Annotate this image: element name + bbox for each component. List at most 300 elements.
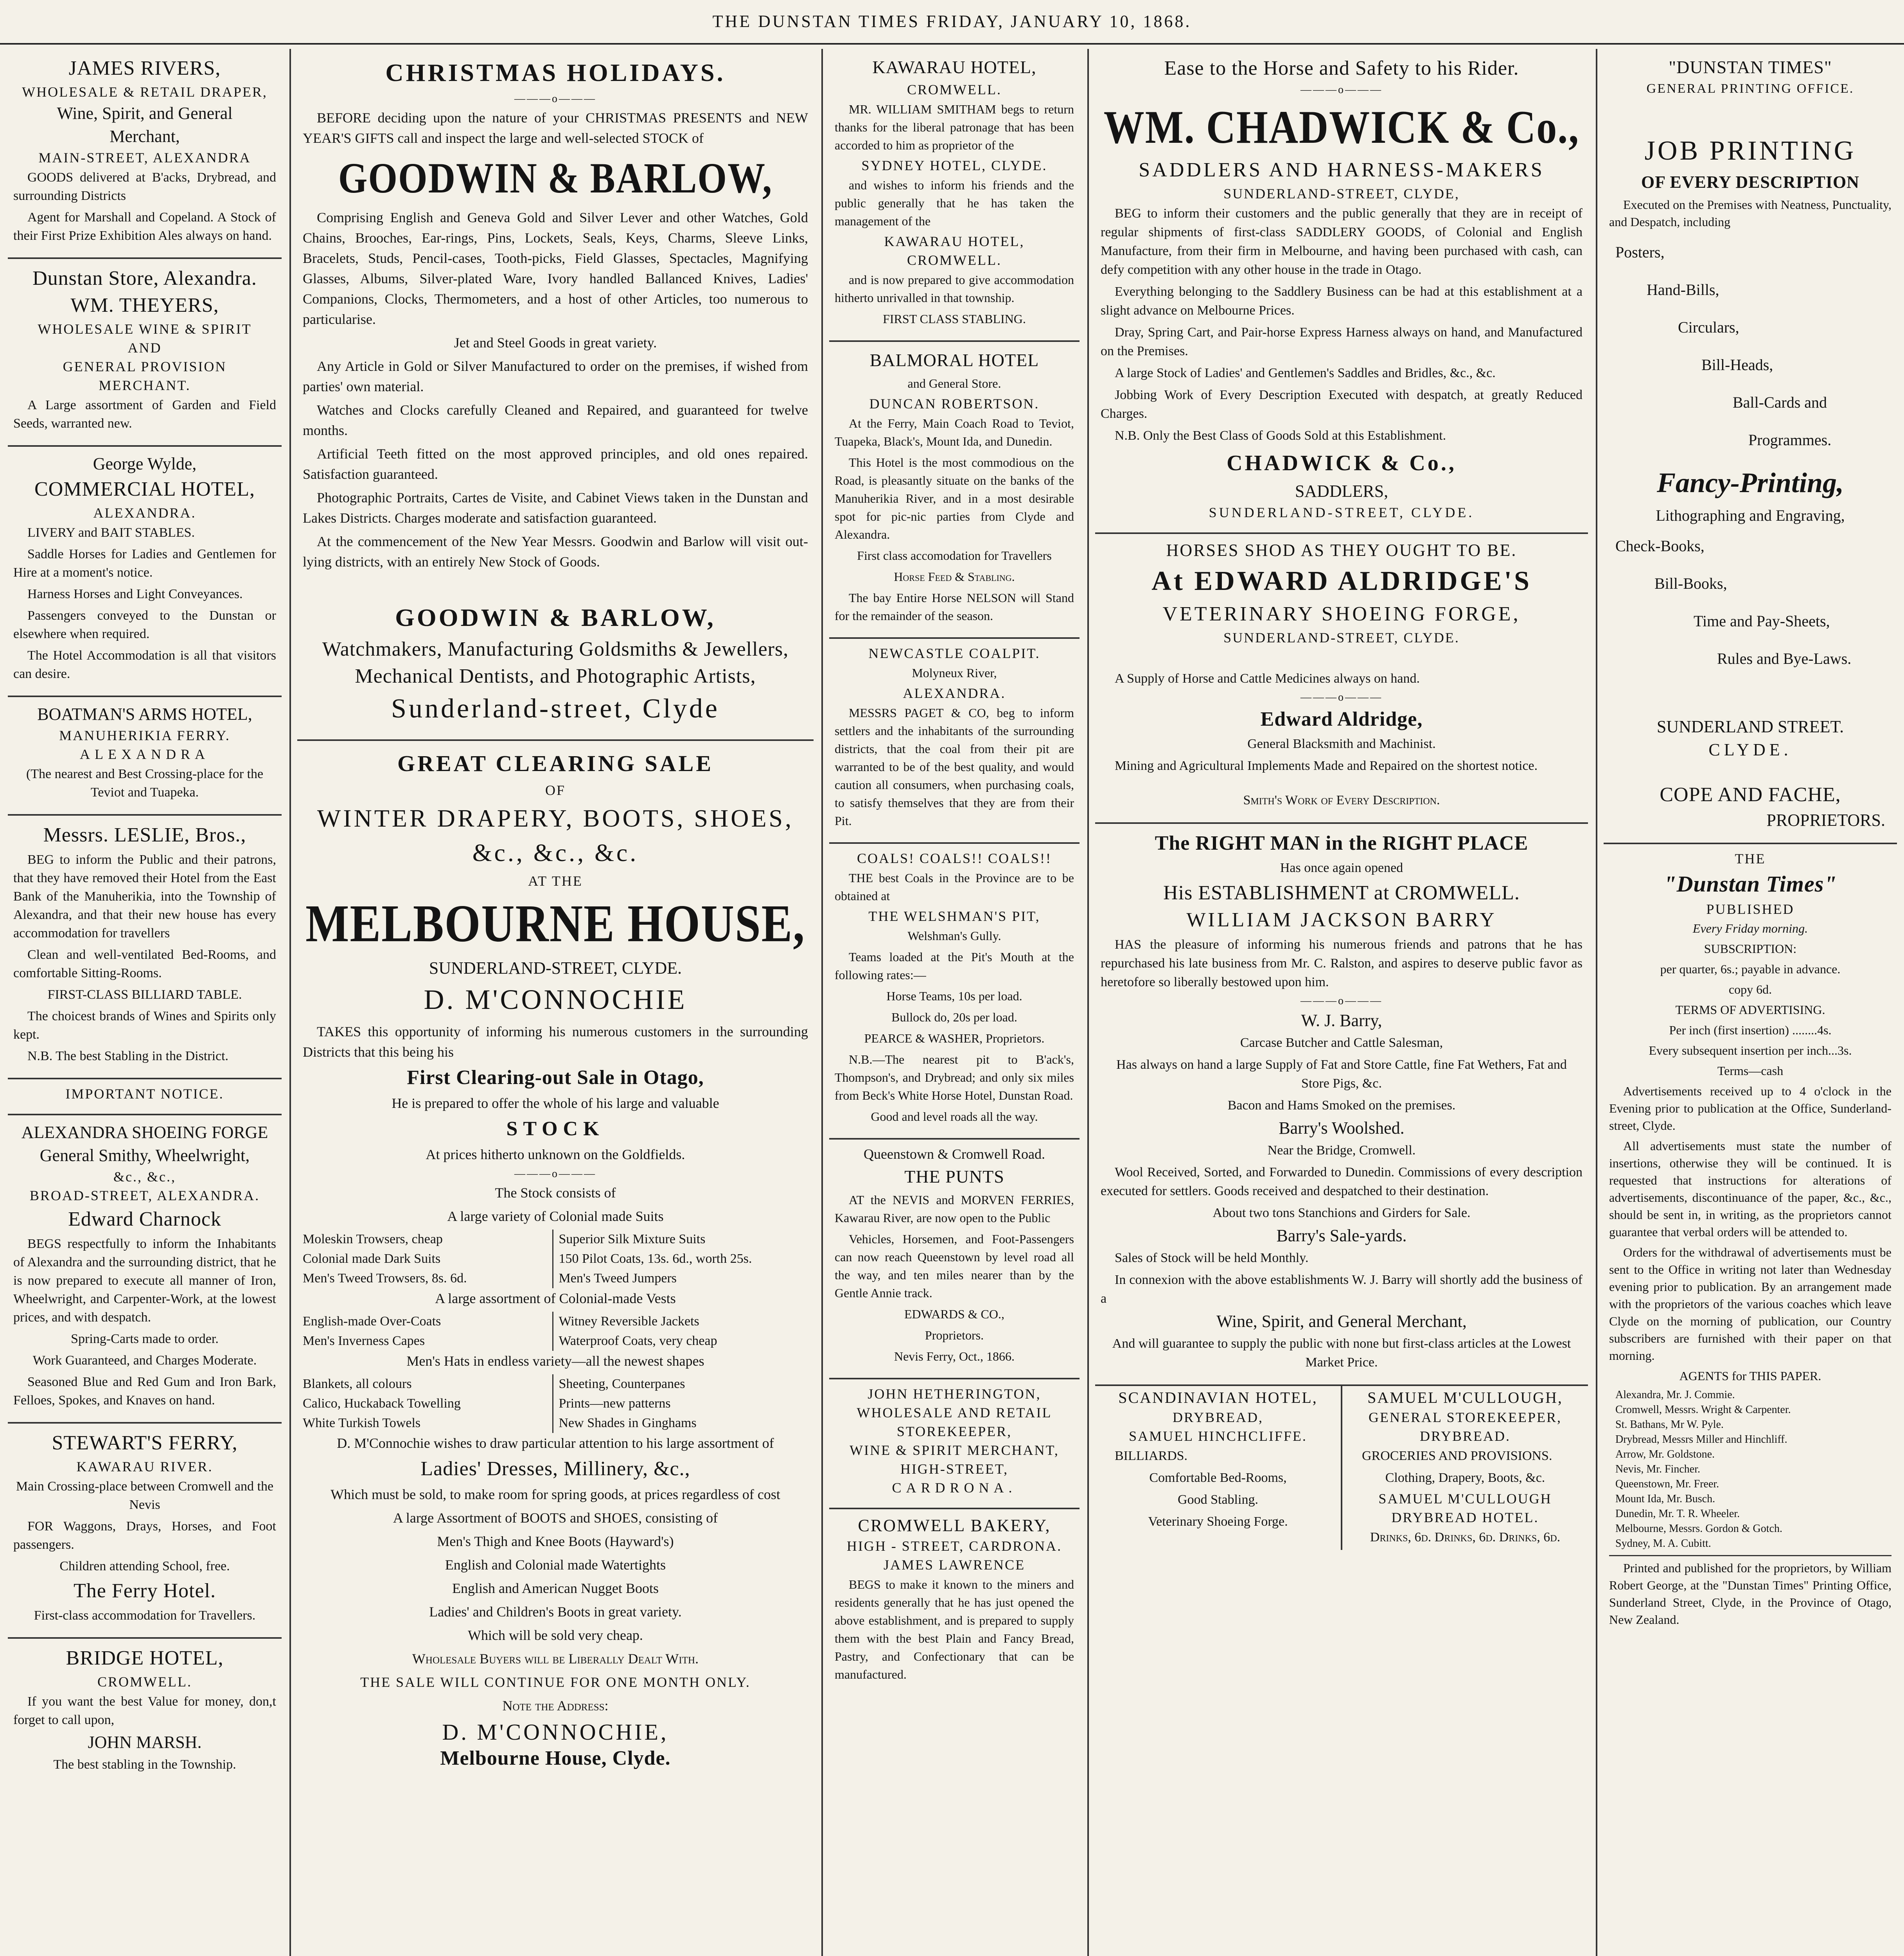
ad-address: Sunderland-street, Clyde: [391, 694, 720, 724]
ad-text: BILLIARDS.: [1115, 1449, 1188, 1463]
ad-address: CLYDE.: [1708, 740, 1792, 759]
ad-heading: JOB PRINTING: [1644, 136, 1856, 166]
ad-text: (The nearest and Best Crossing-place for the Teviot and Tuapeka.: [26, 767, 264, 800]
ad-heading: Barry's Sale-yards.: [1276, 1226, 1407, 1245]
ad-subheading: PROPRIETORS.: [1766, 811, 1885, 830]
goods-list-row: [303, 1331, 808, 1351]
ad-text: EDWARDS & CO.,: [904, 1307, 1004, 1321]
ad-cromwell-bakery: [829, 1509, 1080, 1696]
ad-text: A large variety of Colonial made Suits: [447, 1208, 664, 1224]
ad-heading: George Wylde,: [93, 454, 197, 473]
print-services-list: [1615, 234, 1885, 459]
ad-heading: Wine, Spirit, and General Merchant,: [1216, 1312, 1467, 1331]
ad-heading: The Ferry Hotel.: [73, 1580, 216, 1602]
ad-heading: WILLIAM JACKSON BARRY: [1186, 909, 1497, 931]
ad-text: Has always on hand a large Supply of Fat and Store Cattle, fine Fat Wethers, Fat and Store Pigs, &c.: [1116, 1057, 1567, 1091]
ad-heading: STOCK: [506, 1118, 605, 1140]
ad-clearing-sale: [297, 741, 814, 1781]
list-item: Cromwell, Messrs. Wright & Carpenter.: [1615, 1404, 1791, 1416]
ad-text: and wishes to inform his friends and the public generally that he has taken the management of the: [835, 178, 1074, 228]
ad-subheading: &c., &c.,: [113, 1169, 176, 1185]
ad-text: and General Store.: [907, 376, 1001, 390]
goods-item: Sheeting, Counterpanes: [552, 1374, 808, 1394]
ad-subheading: CROMWELL.: [97, 1674, 192, 1690]
ad-text: About two tons Stanchions and Girders for Sale.: [1212, 1206, 1471, 1220]
ad-heading: BRIDGE HOTEL,: [66, 1647, 224, 1669]
ad-subheading: Merchant,: [110, 127, 180, 146]
ad-subheading: HIGH-STREET,: [900, 1461, 1009, 1477]
ad-text: He is prepared to offer the whole of his large and valuable: [392, 1095, 719, 1111]
list-item: Rules and Bye-Laws.: [1717, 650, 1852, 667]
list-item: Mount Ida, Mr. Busch.: [1615, 1493, 1715, 1505]
goods-item: 150 Pilot Coats, 13s. 6d., worth 25s.: [552, 1249, 808, 1269]
masthead-title: THE DUNSTAN TIMES FRIDAY, JANUARY 10, 1868.: [712, 12, 1192, 31]
ad-text: Proprietors.: [925, 1328, 984, 1342]
ad-subheading: WHOLESALE & RETAIL DRAPER,: [22, 84, 268, 100]
ad-text: Ladies' and Children's Boots in great variety.: [429, 1604, 682, 1620]
goods-item: Blankets, all colours: [303, 1377, 412, 1391]
ad-subheading: THE: [1735, 851, 1766, 867]
ad-subheading: MERCHANT.: [99, 378, 191, 393]
ad-heading: Queenstown & Cromwell Road.: [864, 1146, 1045, 1162]
ad-text: The Hotel Accommodation is all that visitors can desire.: [13, 648, 276, 681]
ad-heading: The RIGHT MAN in the RIGHT PLACE: [1155, 832, 1529, 854]
ad-text: Good Stabling.: [1178, 1492, 1258, 1507]
ad-heading: First Clearing-out Sale in Otago,: [407, 1066, 704, 1089]
ad-heading: Ease to the Horse and Safety to his Rider.: [1164, 57, 1519, 79]
ad-bridge-hotel: [8, 1639, 282, 1786]
ornament-rule: ———o———: [514, 93, 596, 105]
ad-text: Which will be sold very cheap.: [468, 1627, 643, 1643]
ornament-rule: ———o———: [1300, 995, 1383, 1007]
ad-text: Wool Received, Sorted, and Forwarded to Dunedin. Commissions of every description executed for settlers. Goods received and despatched to their destination.: [1101, 1165, 1582, 1198]
ad-text: Dray, Spring Cart, and Pair-horse Express Harness always on hand, and Manufactured on the Premises.: [1101, 325, 1582, 358]
goods-list-row: [303, 1413, 808, 1433]
ad-subheading: OF: [545, 782, 566, 798]
list-item: Bill-Books,: [1654, 575, 1727, 592]
ad-address: SUNDERLAND-STREET, CLYDE.: [429, 958, 682, 978]
ad-text: The Stock consists of: [495, 1185, 616, 1201]
ad-subheading: JAMES LAWRENCE: [883, 1557, 1026, 1573]
ad-text: Comprising English and Geneva Gold and Silver Lever and other Watches, Gold Chains, Brooches, Ear-rings, Pins, Lockets, Seals, Keys, Charms, Sleeve Links, Bracelets, Studs, Pencil-cases, Tooth-picks, Field Glasses, Spectacles, Magnifying Glasses, Albums, Silver-plated Ware, Ivory handled Ballanced Knives, Ladies' Companions, Clocks, Thermometers, and a host of other Articles, too numerous to particularise.: [303, 210, 808, 327]
ad-heading: GOODWIN & BARLOW,: [395, 604, 716, 631]
ad-text: BEGS to make it known to the miners and residents generally that he has just opened the above establishment, and is prepared to supply them with the best Plain and Fancy Bread, Pastry, and Confectionary that can be manufactured.: [835, 1577, 1074, 1681]
ad-heading: W. J. Barry,: [1301, 1011, 1382, 1030]
ad-heading: Messrs. LESLIE, Bros.,: [43, 824, 246, 846]
goods-list-row: [303, 1374, 808, 1394]
ad-heading: &c., &c., &c.: [472, 839, 639, 867]
ad-heading: WM. THEYERS,: [70, 294, 219, 316]
ad-text: Molyneux River,: [912, 666, 997, 680]
print-services-list: [1615, 527, 1885, 678]
ad-heading: STEWART'S FERRY,: [52, 1432, 238, 1454]
goods-item: English-made Over-Coats: [303, 1314, 441, 1329]
goods-item: Calico, Huckaback Towelling: [303, 1396, 461, 1411]
list-item: Circulars,: [1678, 318, 1739, 336]
ad-subheading: GENERAL PRINTING OFFICE.: [1646, 81, 1854, 96]
ad-address: SUNDERLAND-STREET, CLYDE.: [1209, 505, 1475, 520]
ad-subheading: STOREKEEPER,: [896, 1424, 1012, 1439]
ad-subheading: AT THE: [528, 873, 583, 889]
list-item: Dunedin, Mr. T. R. Wheeler.: [1615, 1508, 1740, 1520]
ad-text: Smith's Work of Every Description.: [1243, 793, 1440, 807]
ad-text: Lithographing and Engraving,: [1656, 507, 1845, 524]
ad-address: SUNDERLAND STREET.: [1656, 717, 1844, 736]
ad-address: BROAD-STREET, ALEXANDRA.: [29, 1188, 260, 1203]
column-1: [8, 49, 282, 1956]
column-rule: [1087, 49, 1089, 1956]
ad-heading: COMMERCIAL HOTEL,: [34, 478, 255, 500]
list-item: St. Bathans, Mr W. Pyle.: [1615, 1418, 1724, 1431]
ad-subheading: ALEXANDRA: [80, 746, 210, 762]
ad-text: Saddle Horses for Ladies and Gentlemen for Hire at a moment's notice.: [13, 547, 276, 580]
ad-text: Near the Bridge, Cromwell.: [1267, 1143, 1416, 1158]
goods-list-row: [303, 1312, 808, 1331]
ad-christmas-holidays: [297, 49, 814, 741]
ad-text: Jobbing Work of Every Description Executed with despatch, at greatly Reduced Charges.: [1101, 388, 1582, 421]
ad-text: and is now prepared to give accommodation hitherto unrivalled in that township.: [835, 273, 1074, 305]
ad-heading: At EDWARD ALDRIDGE'S: [1151, 566, 1532, 596]
ad-text: At the Ferry, Main Coach Road to Teviot, Tuapeka, Black's, Mount Ida, and Dunedin.: [835, 416, 1074, 448]
ad-mccullough: [1341, 1386, 1588, 1550]
bottom-split: [1095, 1386, 1588, 1550]
ad-text: Wholesale Buyers will be Liberally Dealt With.: [412, 1651, 699, 1667]
ad-text: The best stabling in the Township.: [53, 1757, 236, 1772]
ad-text: Vehicles, Horsemen, and Foot-Passengers can now reach Queenstown by level road all the way, and ten miles nearer than by the Gentle Annie track.: [835, 1232, 1074, 1300]
ad-text: LIVERY and BAIT STABLES.: [27, 525, 195, 540]
ad-text: Horse Feed & Stabling.: [894, 570, 1015, 584]
list-item: Nevis, Mr. Fincher.: [1615, 1463, 1700, 1475]
column-rule: [821, 49, 823, 1956]
ad-subheading: SADDLERS AND HARNESS-MAKERS: [1139, 159, 1545, 181]
list-item: Check-Books,: [1615, 537, 1705, 555]
ad-heading: JOHN HETHERINGTON,: [868, 1386, 1041, 1402]
goods-item: Prints—new patterns: [552, 1394, 808, 1413]
ad-heading: SCANDINAVIAN HOTEL,: [1118, 1389, 1318, 1406]
ad-text: A Large assortment of Garden and Field Seeds, warranted new.: [13, 398, 276, 431]
ad-subheading: DRYBREAD,: [1172, 1409, 1264, 1425]
ornament-rule: ———o———: [1300, 84, 1383, 96]
ad-heading: NEWCASTLE COALPIT.: [868, 645, 1040, 661]
goods-item: Colonial made Dark Suits: [303, 1251, 441, 1266]
ad-subheading: PUBLISHED: [1706, 901, 1794, 917]
ad-text: Men's Thigh and Knee Boots (Hayward's): [437, 1534, 674, 1549]
ad-text: Teams loaded at the Pit's Mouth at the following rates:—: [835, 950, 1074, 982]
ad-important-notice: [8, 1079, 282, 1115]
ad-text: copy 6d.: [1728, 982, 1772, 996]
goods-item: New Shades in Ginghams: [552, 1413, 808, 1433]
ad-subheading: KAWARAU HOTEL,: [884, 234, 1025, 249]
ad-text: HAS the pleasure of informing his numerous friends and patrons that he has repurchased his late business from Mr. C. Ralston, and aspires to deserve public favor as heretofore so liberally bestowed upon him.: [1101, 937, 1582, 989]
ad-subheading: General Smithy, Wheelwright,: [40, 1146, 250, 1165]
ad-text: Every subsequent insertion per inch...3s.: [1649, 1043, 1852, 1057]
ad-text: Any Article in Gold or Silver Manufactured to order on the premises, if wished from parties' own material.: [303, 358, 808, 394]
ad-text: Bacon and Hams Smoked on the premises.: [1227, 1098, 1456, 1113]
goods-item: Men's Tweed Trowsers, 8s. 6d.: [303, 1271, 467, 1285]
ad-heading: JAMES RIVERS,: [68, 57, 221, 79]
ad-heading: IMPORTANT NOTICE.: [65, 1086, 224, 1102]
ad-heading: SAMUEL M'CULLOUGH,: [1367, 1389, 1563, 1406]
ad-text: N.B. The best Stabling in the District.: [27, 1049, 229, 1063]
ad-heading: Barry's Woolshed.: [1279, 1118, 1405, 1138]
goods-list-row: [303, 1269, 808, 1288]
ad-text: Passengers conveyed to the Dunstan or elsewhere when required.: [13, 608, 276, 641]
ad-heading: Dunstan Store, Alexandra.: [32, 267, 257, 289]
ad-text: And will guarantee to supply the public with none but first-class articles at the Lowest Market Price.: [1112, 1336, 1571, 1370]
list-item: Posters,: [1615, 243, 1665, 261]
ad-text: General Blacksmith and Machinist.: [1247, 737, 1436, 751]
list-item: Ball-Cards and: [1733, 394, 1827, 411]
ad-text: Jet and Steel Goods in great variety.: [454, 335, 657, 351]
ad-heading: JOHN MARSH.: [88, 1733, 202, 1752]
ad-text: First-class accommodation for Travellers.: [34, 1608, 256, 1623]
ad-heading: "Dunstan Times": [1663, 871, 1837, 897]
goods-item: Men's Inverness Capes: [303, 1334, 425, 1348]
ad-text: PEARCE & WASHER, Proprietors.: [864, 1031, 1045, 1045]
ad-text: Sales of Stock will be held Monthly.: [1115, 1251, 1309, 1265]
ad-subheading: Watchmakers, Manufacturing Goldsmiths & Jewellers,: [322, 638, 789, 660]
column-rule: [289, 49, 291, 1956]
ad-text: Harness Horses and Light Conveyances.: [27, 587, 243, 601]
ad-text: BEG to inform the Public and their patrons, that they have removed their Hotel from the East Bank of the Manuherikia, into the Township of Alexandra, and that their new house has every accommodation for travellers: [13, 852, 276, 940]
ad-subheading: VETERINARY SHOEING FORGE,: [1162, 603, 1521, 625]
masthead: [0, 0, 1904, 45]
goods-item: Witney Reversible Jackets: [552, 1312, 808, 1331]
ad-subheading: ALEXANDRA.: [93, 505, 196, 521]
ad-text: A large Stock of Ladies' and Gentlemen's Saddles and Bridles, &c., &c.: [1115, 366, 1496, 380]
ad-subheading: Wine, Spirit, and General: [57, 104, 233, 123]
goods-list-row: [303, 1394, 808, 1413]
ad-text: Work Guaranteed, and Charges Moderate.: [32, 1353, 257, 1368]
list-item: Arrow, Mr. Goldstone.: [1615, 1448, 1715, 1460]
ad-text: AT the NEVIS and MORVEN FERRIES, Kawarau River, are now open to the Public: [835, 1193, 1074, 1225]
ornament-rule: ———o———: [1300, 691, 1383, 703]
ad-heading: "DUNSTAN TIMES": [1669, 57, 1832, 77]
ad-heading: Edward Aldridge,: [1260, 708, 1423, 730]
ad-commercial-hotel: [8, 447, 282, 697]
ad-text: Main Crossing-place between Cromwell and the Nevis: [16, 1479, 274, 1512]
ad-text: GROCERIES AND PROVISIONS.: [1362, 1449, 1552, 1463]
ad-text: Bullock do, 20s per load.: [891, 1010, 1017, 1024]
ad-subheading: MANUHERIKIA FERRY.: [59, 728, 230, 743]
ad-text: Welshman's Gully.: [907, 929, 1001, 943]
ad-heading: WM. CHADWICK & Co.,: [1103, 101, 1580, 153]
ad-text: Agent for Marshall and Copeland. A Stock of their First Prize Exhibition Ales always on hand.: [13, 210, 276, 243]
ad-subheading: SAMUEL HINCHCLIFFE.: [1129, 1428, 1307, 1444]
ad-heading: HORSES SHOD AS THEY OUGHT TO BE.: [1166, 541, 1517, 560]
ad-subheading: WHOLESALE WINE & SPIRIT: [38, 321, 252, 337]
ad-shoeing-forge: [8, 1115, 282, 1424]
goods-list-row: [303, 1230, 808, 1249]
list-item: Bill-Heads,: [1701, 356, 1773, 374]
ad-text: Everything belonging to the Saddlery Business can be had at this establishment at a slight advance on Melbourne Prices.: [1101, 284, 1582, 318]
ad-dunstan-store: [8, 259, 282, 447]
ad-text: The choicest brands of Wines and Spirits only kept.: [13, 1009, 276, 1042]
ad-address: HIGH - STREET, CARDRONA.: [846, 1538, 1062, 1554]
ad-boatmans-arms: [8, 697, 282, 816]
list-item: Sydney, M. A. Cubitt.: [1615, 1537, 1711, 1550]
list-item: Hand-Bills,: [1647, 281, 1719, 298]
goods-item: Moleskin Trowsers, cheap: [303, 1232, 443, 1246]
list-item: Alexandra, Mr. J. Commie.: [1615, 1389, 1735, 1401]
ad-text: Good and level roads all the way.: [871, 1109, 1038, 1124]
goods-item: Superior Silk Mixture Suits: [552, 1230, 808, 1249]
ad-text: A large Assortment of BOOTS and SHOES, consisting of: [393, 1510, 718, 1526]
goods-list-row: [303, 1249, 808, 1269]
ad-subheading: CROMWELL.: [907, 252, 1002, 268]
ad-address: SUNDERLAND-STREET, CLYDE.: [1223, 630, 1460, 645]
ad-chadwick: [1095, 49, 1588, 534]
ad-text: Per inch (first insertion) ........4s.: [1669, 1023, 1832, 1037]
ad-subheading: SADDLERS,: [1295, 482, 1388, 501]
ad-text: Drinks, 6d. Drinks, 6d. Drinks, 6d.: [1370, 1530, 1561, 1544]
ad-text: MR. WILLIAM SMITHAM begs to return thanks for the liberal patronage that has been accorded to him as proprietor of the: [835, 102, 1074, 152]
ad-heading: CROMWELL BAKERY,: [858, 1516, 1051, 1535]
ad-heading: CHADWICK & Co.,: [1227, 451, 1457, 475]
ad-text: THE SALE WILL CONTINUE FOR ONE MONTH ONLY.: [360, 1674, 751, 1690]
ad-heading: BOATMAN'S ARMS HOTEL,: [37, 705, 252, 724]
ad-text: N.B.—The nearest pit to B'ack's, Thompson's, and Drybread; and only six miles from Beck's White Horse Hotel, Dunstan Road.: [835, 1052, 1074, 1102]
ad-the-punts: [829, 1140, 1080, 1379]
ad-subheading: CROMWELL.: [907, 82, 1002, 97]
ad-scandinavian-hotel: [1095, 1386, 1341, 1550]
column-4: [1095, 49, 1588, 1956]
ad-text: The bay Entire Horse NELSON will Stand for the remainder of the season.: [835, 591, 1074, 623]
ad-text: If you want the best Value for money, don,t forget to call upon,: [13, 1694, 276, 1727]
ad-text: At prices hitherto unknown on the Goldfields.: [426, 1147, 685, 1162]
ad-text: Artificial Teeth fitted on the most approved principles, and old ones repaired. Satisfaction guaranteed.: [303, 446, 808, 482]
ad-text: SUBSCRIPTION:: [1704, 942, 1797, 956]
ad-printing-office: [1604, 49, 1897, 844]
ad-subheading: GENERAL STOREKEEPER,: [1368, 1409, 1562, 1425]
ad-heading: Fancy-Printing,: [1656, 467, 1844, 498]
list-item: Melbourne, Messrs. Gordon & Gotch.: [1615, 1523, 1782, 1535]
ad-text: Children attending School, free.: [59, 1559, 230, 1573]
ad-heading: ALEXANDRA SHOEING FORGE: [21, 1123, 268, 1142]
ad-text: English and American Nugget Boots: [452, 1580, 659, 1596]
ad-heading: Edward Charnock: [68, 1208, 221, 1230]
ad-subheading: AND: [128, 340, 162, 356]
ad-coals: [829, 844, 1080, 1140]
ad-heading: THE PUNTS: [904, 1167, 1004, 1187]
ad-heading: WINTER DRAPERY, BOOTS, SHOES,: [317, 804, 794, 832]
column-rule: [1596, 49, 1597, 1956]
goods-item: Men's Tweed Jumpers: [552, 1269, 808, 1288]
ad-text: Which must be sold, to make room for spring goods, at prices regardless of cost: [331, 1487, 780, 1502]
ad-text: Terms—cash: [1717, 1064, 1784, 1078]
ad-text: Watches and Clocks carefully Cleaned and Repaired, and guaranteed for twelve months.: [303, 402, 808, 438]
ad-heading: GREAT CLEARING SALE: [397, 751, 714, 776]
ad-text: Orders for the withdrawal of advertisements must be sent to the Office in writing not later than Wednesday evening prior to publication. By an arrangement made with the proprietors of the various coaches which leave Clyde on the morning of publication, our Country subscribers are furnished with their paper on that morning.: [1609, 1245, 1891, 1363]
ad-heading: MELBOURNE HOUSE,: [305, 894, 805, 953]
imprint: Printed and published for the proprietors, by William Robert George, at the "Dunstan Times" Printing Office, Sunderland Street, Clyde, in the Province of Otago, New Zealand.: [1609, 1555, 1891, 1628]
ad-text: N.B. Only the Best Class of Goods Sold at this Establishment.: [1115, 428, 1446, 443]
ad-leslie-bros: [8, 816, 282, 1079]
ad-text: Every Friday morning.: [1692, 921, 1808, 935]
list-item: Drybread, Messrs Miller and Hinchliff.: [1615, 1433, 1787, 1445]
ad-heading: CHRISTMAS HOLIDAYS.: [385, 59, 726, 86]
ad-text: All advertisements must state the number of insertions, otherwise they will be continued. It is requested that instructions for alterations of advertisements, discontinuance of the paper, &c., &c., should be sent in, in writing, as the proprietors cannot guarantee that verbal orders will be attended to.: [1609, 1139, 1891, 1239]
ad-text: English and Colonial made Watertights: [445, 1557, 666, 1573]
column-2: [297, 49, 814, 1956]
ad-text: Nevis Ferry, Oct., 1866.: [894, 1349, 1015, 1363]
ad-heading: D. M'CONNOCHIE,: [442, 1719, 669, 1745]
ad-text: Note the Address:: [502, 1698, 609, 1713]
ad-subheading: SYDNEY HOTEL, CLYDE.: [861, 158, 1047, 173]
ad-subheading: KAWARAU RIVER.: [76, 1459, 213, 1474]
ad-text: Executed on the Premises with Neatness, Punctuality, and Despatch, including: [1609, 198, 1891, 229]
ad-heading: AGENTS for THIS PAPER.: [1679, 1369, 1821, 1383]
ad-newspaper-terms: [1604, 844, 1897, 1641]
ad-text: At the commencement of the New Year Messrs. Goodwin and Barlow will visit out-lying districts, with an entirely New Stock of Goods.: [303, 534, 808, 570]
ad-text: BEFORE deciding upon the nature of your CHRISTMAS PRESENTS and NEW YEAR'S GIFTS call and inspect the large and well-selected STOCK of: [303, 110, 808, 146]
ad-subheading: OF EVERY DESCRIPTION: [1641, 173, 1859, 192]
ad-heading: COPE AND FACHE,: [1660, 784, 1841, 806]
agents-list: [1615, 1388, 1885, 1551]
ad-text: Seasoned Blue and Red Gum and Iron Bark, Felloes, Spokes, and Knaves on hand.: [13, 1375, 276, 1408]
ad-address: MAIN-STREET, ALEXANDRA: [38, 150, 251, 165]
ad-heading: BALMORAL HOTEL: [869, 350, 1039, 370]
ad-kawarau-hotel: [829, 49, 1080, 342]
ad-text: D. M'Connochie wishes to draw particular attention to his large assortment of: [337, 1435, 774, 1451]
ad-subheading: THE WELSHMAN'S PIT,: [868, 908, 1040, 924]
ad-subheading: CARDRONA.: [892, 1480, 1017, 1496]
ad-text: Clean and well-ventilated Bed-Rooms, and comfortable Sitting-Rooms.: [13, 947, 276, 980]
ad-subheading: WINE & SPIRIT MERCHANT,: [850, 1442, 1059, 1458]
column-3: [829, 49, 1080, 1956]
ad-heading: D. M'CONNOCHIE: [424, 984, 687, 1015]
ornament-rule: ———o———: [514, 1168, 596, 1180]
ad-heading: KAWARAU HOTEL,: [872, 57, 1036, 77]
ad-text: per quarter, 6s.; payable in advance.: [1660, 962, 1841, 976]
ad-text: FIRST-CLASS BILLIARD TABLE.: [47, 987, 242, 1002]
ad-text: FIRST CLASS STABLING.: [883, 312, 1026, 326]
list-item: Queenstown, Mr. Freer.: [1615, 1478, 1719, 1490]
ad-stewarts-ferry: [8, 1424, 282, 1639]
goods-item: White Turkish Towels: [303, 1416, 421, 1430]
ad-address: SUNDERLAND-STREET, CLYDE,: [1223, 186, 1460, 201]
ad-subheading: GENERAL PROVISION: [63, 359, 227, 374]
ad-text: In connexion with the above establishments W. J. Barry will shortly add the business of a: [1101, 1273, 1582, 1306]
ad-text: Carcase Butcher and Cattle Salesman,: [1240, 1036, 1443, 1050]
ad-text: Mining and Agricultural Implements Made and Repaired on the shortest notice.: [1115, 759, 1538, 773]
ad-text: Horse Teams, 10s per load.: [886, 989, 1022, 1003]
ad-text: Veterinary Shoeing Forge.: [1148, 1514, 1288, 1529]
ad-subheading: DRYBREAD.: [1419, 1428, 1511, 1444]
ad-text: BEG to inform their customers and the public generally that they are in receipt of regular shipments of first-class SADDLERY GOODS, of Colonial and English Manufacture, from their firm in Melbourne, and having been purchased with cash, can defy competition with any other house in the trade in Otago.: [1101, 206, 1582, 277]
ad-heading: Ladies' Dresses, Millinery, &c.,: [420, 1458, 690, 1480]
column-5: [1604, 49, 1897, 1956]
ad-text: THE best Coals in the Province are to be obtained at: [835, 871, 1074, 903]
ad-text: TERMS OF ADVERTISING.: [1675, 1003, 1825, 1017]
ad-text: Spring-Carts made to order.: [71, 1332, 219, 1346]
ad-heading: COALS! COALS!! COALS!!: [857, 850, 1052, 866]
ad-subheading: Mechanical Dentists, and Photographic Artists,: [355, 665, 756, 687]
ad-barry: [1095, 824, 1588, 1386]
ad-text: Men's Hats in endless variety—all the newest shapes: [406, 1353, 704, 1369]
ad-text: Comfortable Bed-Rooms,: [1149, 1471, 1287, 1485]
ad-text: First class accomodation for Travellers: [857, 548, 1052, 563]
ad-text: A large assortment of Colonial-made Vests: [435, 1291, 676, 1306]
ad-text: MESSRS PAGET & CO, beg to inform settlers and the inhabitants of the surrounding districts, that the coal from their pit are warranted to be of the best quality, and would caution all consumers, when purchasing coals, to satisfy themselves that they are from their Pit.: [835, 706, 1074, 828]
ad-heading: GOODWIN & BARLOW,: [338, 153, 773, 202]
ad-subheading: WHOLESALE AND RETAIL: [857, 1405, 1052, 1420]
ad-text: This Hotel is the most commodious on the Road, is pleasantly situate on the banks of the Manuherikia River, and in a most desirable spot for pic-nic parties from Clyde and Alexandra.: [835, 455, 1074, 541]
ad-balmoral-hotel: [829, 342, 1080, 639]
ad-text: GOODS delivered at B'acks, Drybread, and surrounding Districts: [13, 170, 276, 203]
ad-text: FOR Waggons, Drays, Horses, and Foot passengers.: [13, 1519, 276, 1552]
ad-newcastle-coalpit: [829, 639, 1080, 844]
